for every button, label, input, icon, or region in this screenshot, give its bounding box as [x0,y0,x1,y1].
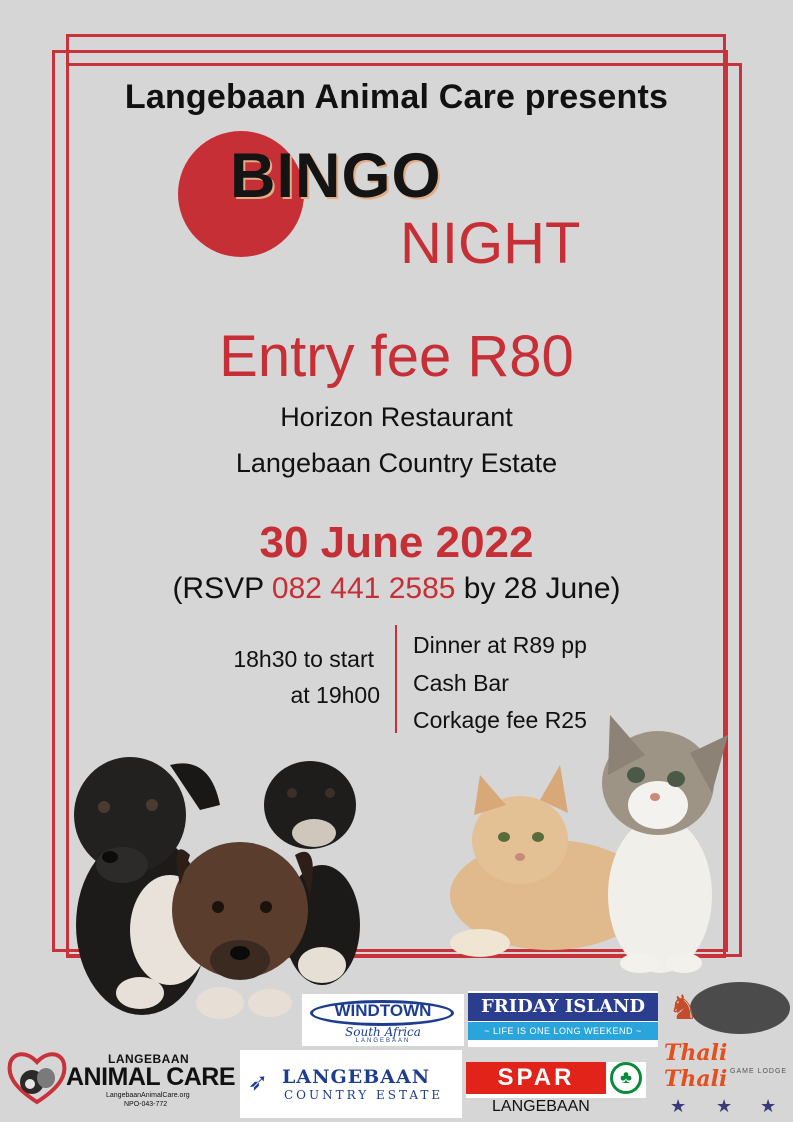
friday-island-tagline: ~ LIFE IS ONE LONG WEEKEND ~ [468,1022,658,1040]
friday-island-name: FRIDAY ISLAND [468,993,658,1021]
animal-care-logo-name: ANIMAL CARE [66,1063,236,1091]
spar-name: SPAR [466,1062,606,1094]
spar-town: LANGEBAAN [492,1098,590,1115]
bingo-title: BINGO [230,141,442,211]
country-estate-logo [240,1050,462,1118]
event-date: 30 June 2022 [259,518,534,567]
rsvp-suffix: by 28 June) [455,572,621,605]
detail-dinner: Dinner at R89 pp [413,632,587,658]
star-icon: ★ [670,1096,687,1116]
presents-heading: Langebaan Animal Care presents [124,78,669,116]
rsvp-prefix: (RSVP [172,572,272,605]
thali-thali-logo [660,980,793,1122]
windtown-sub: South Africa [345,1025,421,1039]
giraffe-icon: ♞ [668,989,699,1027]
detail-corkage: Corkage fee R25 [413,707,587,733]
kittens-image [440,705,740,975]
spar-logo [466,1062,646,1098]
tree-icon [690,982,790,1034]
start-time-line2: at 19h00 [290,682,380,708]
thali-thali-name: Thali Thali [664,1040,728,1092]
night-title: NIGHT [400,211,581,276]
country-estate-name: LANGEBAAN [282,1066,431,1088]
animal-care-logo-town: LANGEBAAN [108,1052,190,1066]
windtown-town: LANGEBAAN [355,1038,411,1044]
star-icon: ★ [716,1096,733,1116]
animal-care-npo: NPO-043-772 [124,1101,168,1108]
spar-tree-icon: ♣ [610,1062,642,1094]
venue-name: Horizon Restaurant [280,402,513,432]
windtown-logo [302,994,464,1046]
rsvp-line [0,572,793,606]
star-icon: ★ [760,1096,777,1116]
friday-island-logo [468,991,658,1047]
puppies-image [70,735,370,1025]
entry-fee: Entry fee R80 [219,324,574,389]
windtown-name: WINDTOWN [334,1001,432,1020]
country-estate-sub: COUNTRY ESTATE [284,1088,444,1102]
animal-care-heart-logo [6,1048,68,1106]
rsvp-phone: 082 441 2585 [271,572,456,605]
schedule-divider [395,625,397,733]
bird-icon: ➶ [248,1069,269,1096]
animal-care-website: LangebaanAnimalCare.org [106,1092,190,1099]
detail-cash-bar: Cash Bar [413,670,509,696]
start-time-line1: 18h30 to start [233,646,374,672]
venue-estate: Langebaan Country Estate [235,448,558,478]
thali-thali-sub: GAME LODGE [730,1068,788,1075]
